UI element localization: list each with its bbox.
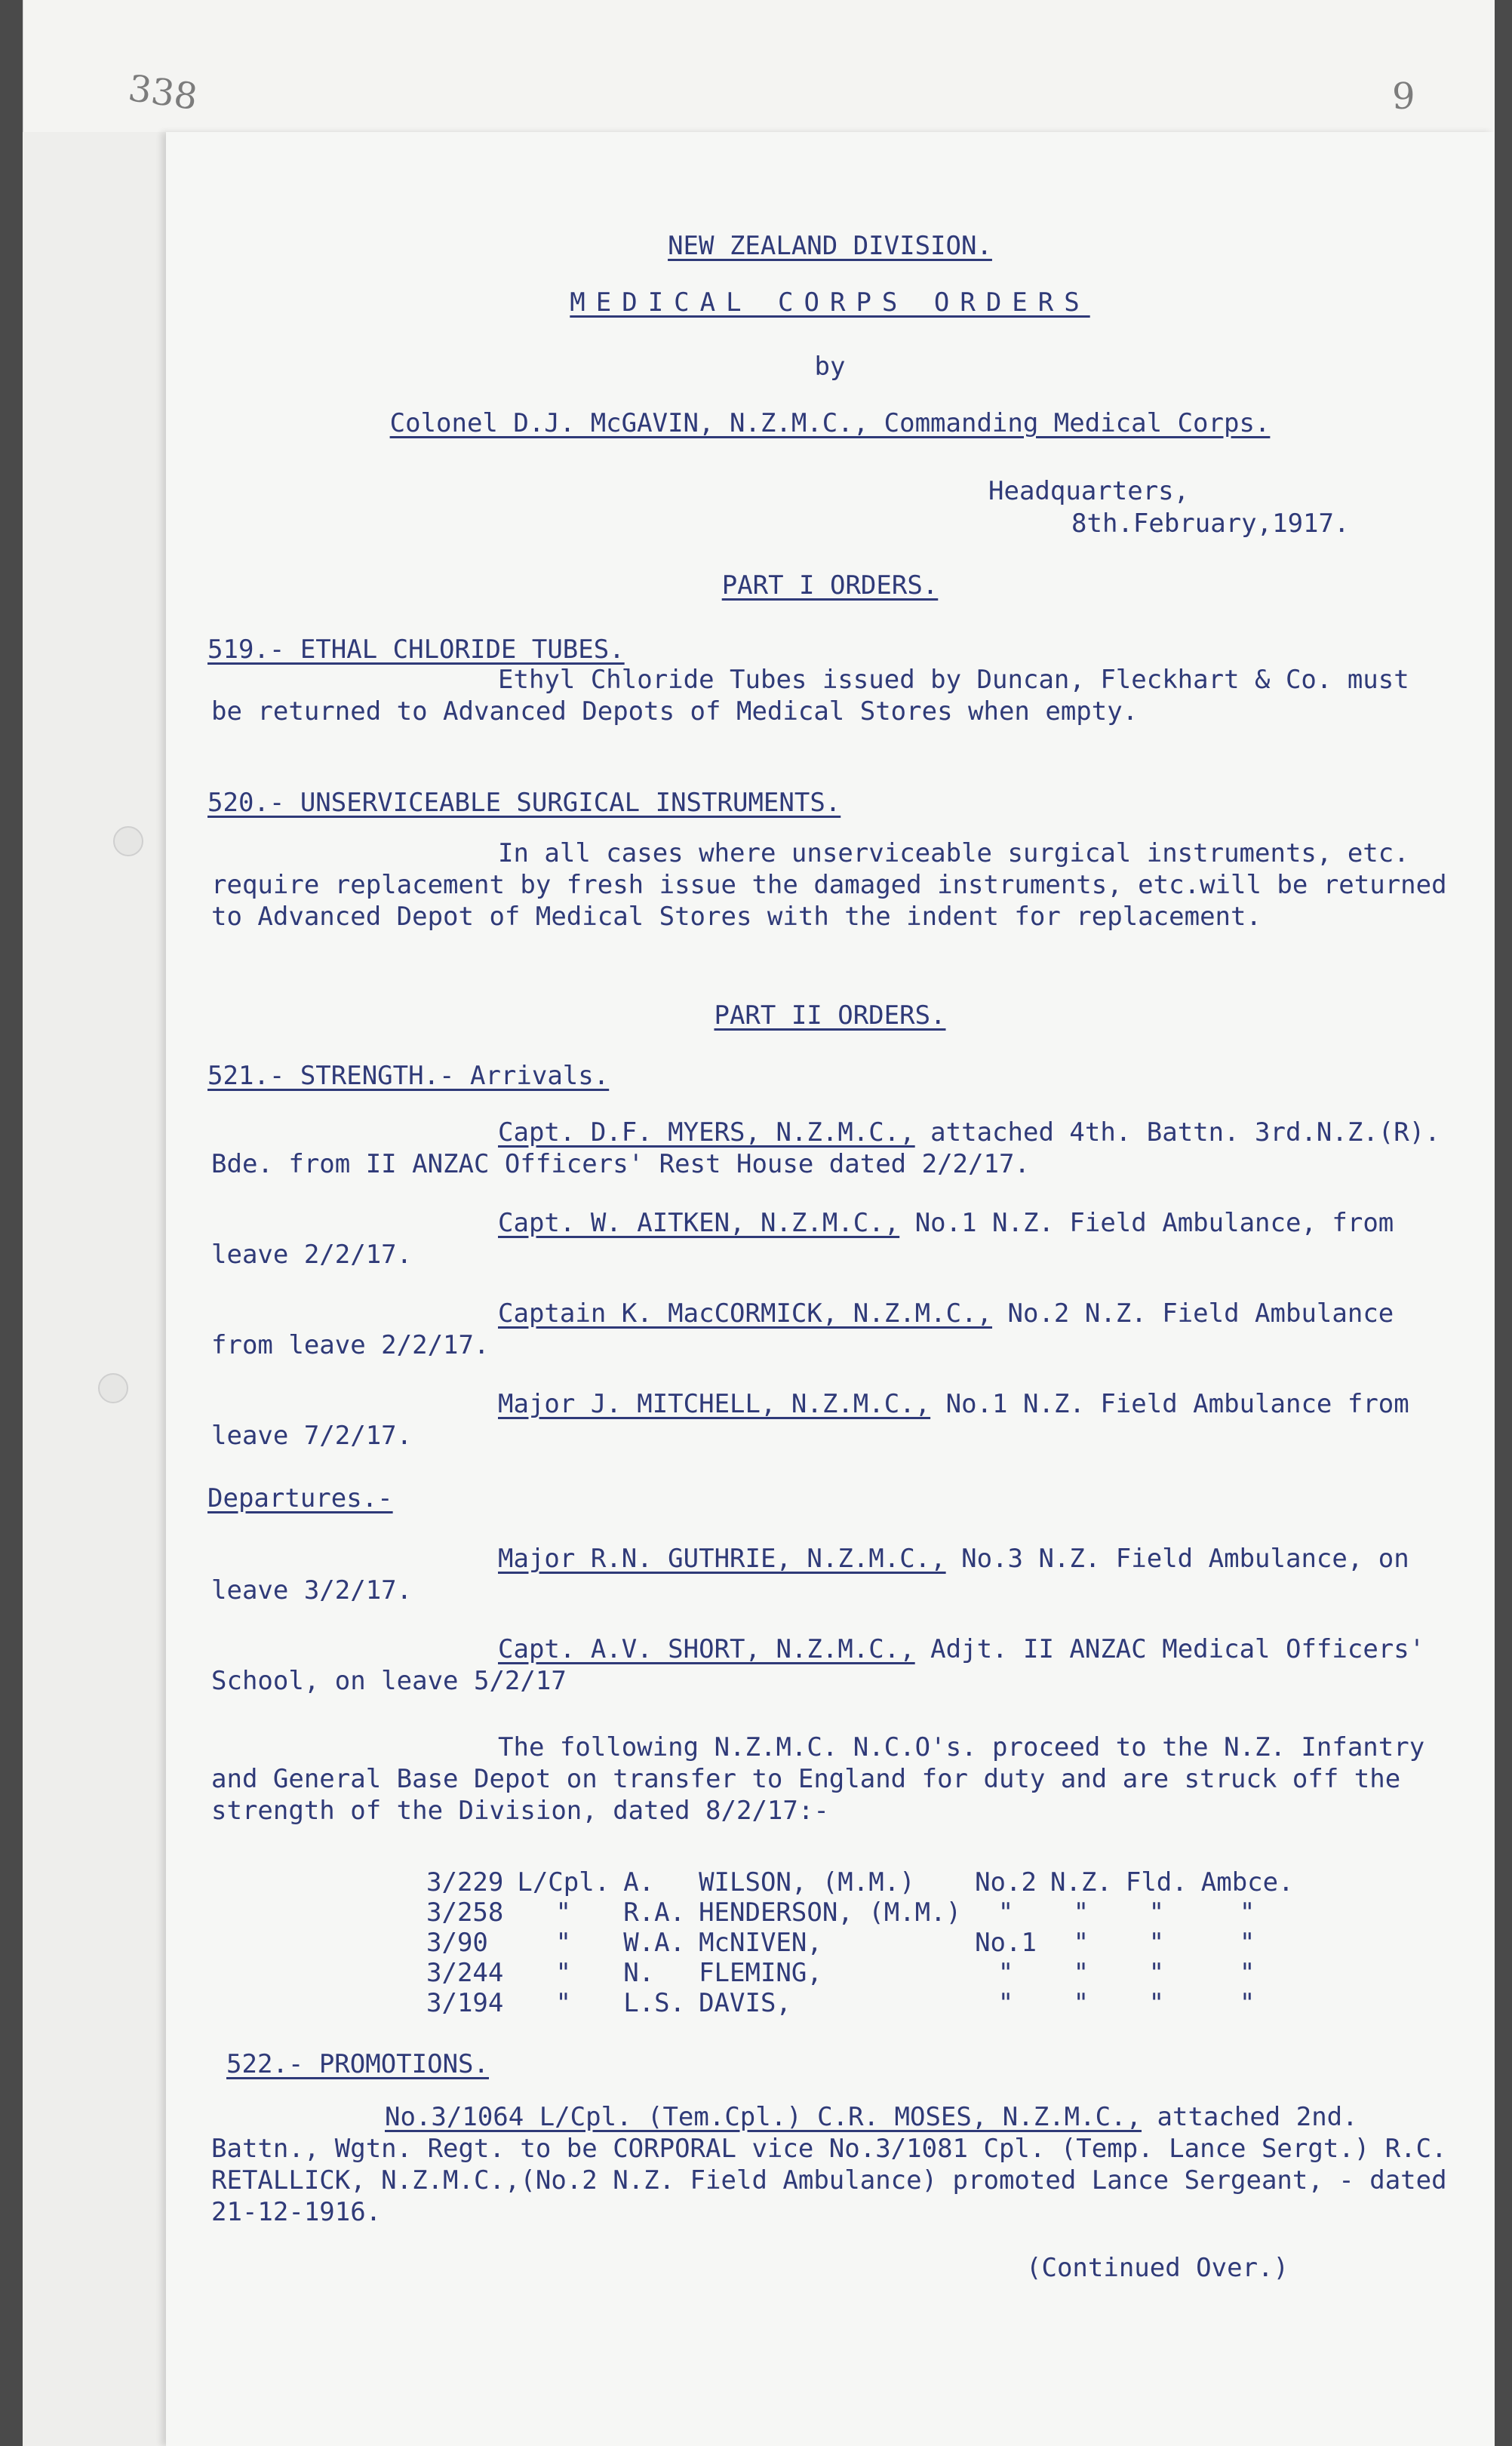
division-heading: NEW ZEALAND DIVISION. bbox=[668, 231, 992, 261]
roll-row bbox=[426, 1928, 1308, 1958]
roll-cell: " bbox=[1148, 1928, 1165, 1958]
roll-row bbox=[426, 1988, 1308, 2018]
arrival-3: Captain K. MacCORMICK, N.Z.M.C., No.2 N.Z. Field Ambulance from leave 2/2/17. bbox=[211, 1298, 1394, 1360]
folio-number-left: 338 bbox=[125, 66, 201, 119]
roll-cell: " bbox=[997, 1897, 1014, 1928]
roll-cell: " bbox=[1148, 1988, 1165, 2018]
roll-cell: " bbox=[1073, 1958, 1089, 1988]
roll-cell: A. bbox=[623, 1867, 655, 1897]
roll-cell: " bbox=[1239, 1897, 1255, 1928]
order-519-title: 519.- ETHAL CHLORIDE TUBES. bbox=[207, 635, 625, 665]
order-520-text: In all cases where unserviceable surgical instruments, etc. require replacement by fresh issue the damaged instruments, etc.will be returned to Advanced Depot of Medical Stores with the indent for replacement. bbox=[211, 838, 1447, 932]
roll-cell: " bbox=[1073, 1897, 1089, 1928]
punch-hole-lower bbox=[98, 1373, 128, 1403]
nominal-roll-table bbox=[426, 1867, 1308, 2018]
roll-cell: 3/194 bbox=[426, 1988, 504, 2018]
roll-row bbox=[426, 1897, 1308, 1928]
roll-cell: McNIVEN, bbox=[699, 1928, 822, 1958]
roll-cell: " bbox=[555, 1988, 572, 2018]
transfer-paragraph: The following N.Z.M.C. N.C.O's. proceed to the N.Z. Infantry and General Base Depot on transfer to England for duty and are struck off the strength of the Division, dated 8/2/17:- bbox=[211, 1732, 1425, 1826]
roll-cell: R.A. bbox=[623, 1897, 686, 1928]
promotion-paragraph: No.3/1064 L/Cpl. (Tem.Cpl.) C.R. MOSES, N.Z.M.C., attached 2nd. Battn., Wgtn. Regt. to be CORPORAL vice No.3/1081 Cpl. (Temp. Lance Sergt.) R.C. RETALLICK, N.Z.M.C.,(No.2 N.Z. Field Ambulance) promoted Lance Sergeant, - dated 21-12-1916. bbox=[211, 2102, 1447, 2227]
roll-cell: " bbox=[997, 1988, 1014, 2018]
roll-cell: 3/244 bbox=[426, 1958, 504, 1988]
folio-number-right: 9 bbox=[1392, 75, 1415, 118]
document-page bbox=[166, 132, 1494, 2446]
commander-line: Colonel D.J. McGAVIN, N.Z.M.C., Commanding Medical Corps. bbox=[389, 408, 1271, 438]
arrival-2-name: Capt. W. AITKEN, N.Z.M.C., bbox=[498, 1208, 900, 1238]
by-line: by bbox=[814, 352, 846, 382]
departure-2-name: Capt. A.V. SHORT, N.Z.M.C., bbox=[498, 1634, 915, 1664]
arrival-4: Major J. MITCHELL, N.Z.M.C., No.1 N.Z. Field Ambulance from leave 7/2/17. bbox=[211, 1389, 1409, 1451]
roll-cell: " bbox=[997, 1958, 1014, 1988]
roll-cell: N. bbox=[623, 1958, 655, 1988]
order-522-title: 522.- PROMOTIONS. bbox=[226, 2049, 489, 2079]
roll-cell: 3/90 bbox=[426, 1928, 488, 1958]
roll-cell: 3/258 bbox=[426, 1897, 504, 1928]
roll-cell: WILSON, (M.M.) bbox=[699, 1867, 915, 1897]
roll-cell: DAVIS, bbox=[699, 1988, 791, 2018]
roll-cell: " bbox=[1239, 1958, 1255, 1988]
roll-row bbox=[426, 1958, 1308, 1988]
part2-heading: PART II ORDERS. bbox=[714, 1000, 946, 1031]
roll-cell: " bbox=[1239, 1928, 1255, 1958]
roll-cell: " bbox=[555, 1928, 572, 1958]
roll-cell: " bbox=[555, 1958, 572, 1988]
roll-cell: " bbox=[1073, 1988, 1089, 2018]
roll-cell: L/Cpl. bbox=[517, 1867, 610, 1897]
roll-cell: L.S. bbox=[623, 1988, 686, 2018]
left-margin-strip bbox=[23, 132, 166, 2446]
roll-cell: HENDERSON, (M.M.) bbox=[699, 1897, 962, 1928]
arrival-2: Capt. W. AITKEN, N.Z.M.C., No.1 N.Z. Field Ambulance, from leave 2/2/17. bbox=[211, 1208, 1394, 1270]
roll-cell: No.1 bbox=[975, 1928, 1037, 1958]
departure-2: Capt. A.V. SHORT, N.Z.M.C., Adjt. II ANZAC Medical Officers' School, on leave 5/2/17 bbox=[211, 1634, 1425, 1696]
punch-hole-upper bbox=[113, 826, 143, 856]
arrival-1: Capt. D.F. MYERS, N.Z.M.C., attached 4th. Battn. 3rd.N.Z.(R). Bde. from II ANZAC Officers' Rest House dated 2/2/17. bbox=[211, 1117, 1440, 1179]
continued-over: (Continued Over.) bbox=[1026, 2253, 1289, 2283]
departures-heading: Departures.- bbox=[207, 1483, 393, 1513]
roll-cell: " bbox=[1148, 1897, 1165, 1928]
promotion-name: No.3/1064 L/Cpl. (Tem.Cpl.) C.R. MOSES, N.Z.M.C., bbox=[385, 2102, 1142, 2132]
part1-heading: PART I ORDERS. bbox=[721, 570, 939, 601]
roll-cell: No.2 bbox=[975, 1867, 1037, 1897]
order-521-title: 521.- STRENGTH.- Arrivals. bbox=[207, 1061, 610, 1091]
roll-row bbox=[426, 1867, 1308, 1897]
arrival-1-name: Capt. D.F. MYERS, N.Z.M.C., bbox=[498, 1117, 915, 1148]
roll-cell: " bbox=[1073, 1928, 1089, 1958]
orders-title: MEDICAL CORPS ORDERS bbox=[570, 287, 1090, 318]
departure-1: Major R.N. GUTHRIE, N.Z.M.C., No.3 N.Z. Field Ambulance, on leave 3/2/17. bbox=[211, 1544, 1409, 1606]
roll-cell: 3/229 bbox=[426, 1867, 504, 1897]
roll-cell: Fld. bbox=[1125, 1867, 1188, 1897]
roll-cell: " bbox=[555, 1897, 572, 1928]
date-line: 8th.February,1917. bbox=[1071, 509, 1350, 539]
roll-cell: " bbox=[1239, 1988, 1255, 2018]
place-line: Headquarters, bbox=[988, 476, 1190, 506]
roll-cell: " bbox=[1148, 1958, 1165, 1988]
arrival-4-name: Major J. MITCHELL, N.Z.M.C., bbox=[498, 1389, 931, 1419]
order-520-title: 520.- UNSERVICEABLE SURGICAL INSTRUMENTS. bbox=[207, 788, 841, 818]
arrival-3-name: Captain K. MacCORMICK, N.Z.M.C., bbox=[498, 1298, 993, 1329]
roll-cell: W.A. bbox=[623, 1928, 686, 1958]
roll-cell: N.Z. bbox=[1049, 1867, 1112, 1897]
roll-cell: FLEMING, bbox=[699, 1958, 822, 1988]
roll-cell: Ambce. bbox=[1200, 1867, 1294, 1897]
order-519-text: Ethyl Chloride Tubes issued by Duncan, Fleckhart & Co. must be returned to Advanced Depots of Medical Stores when empty. bbox=[211, 665, 1409, 727]
departure-1-name: Major R.N. GUTHRIE, N.Z.M.C., bbox=[498, 1544, 946, 1574]
